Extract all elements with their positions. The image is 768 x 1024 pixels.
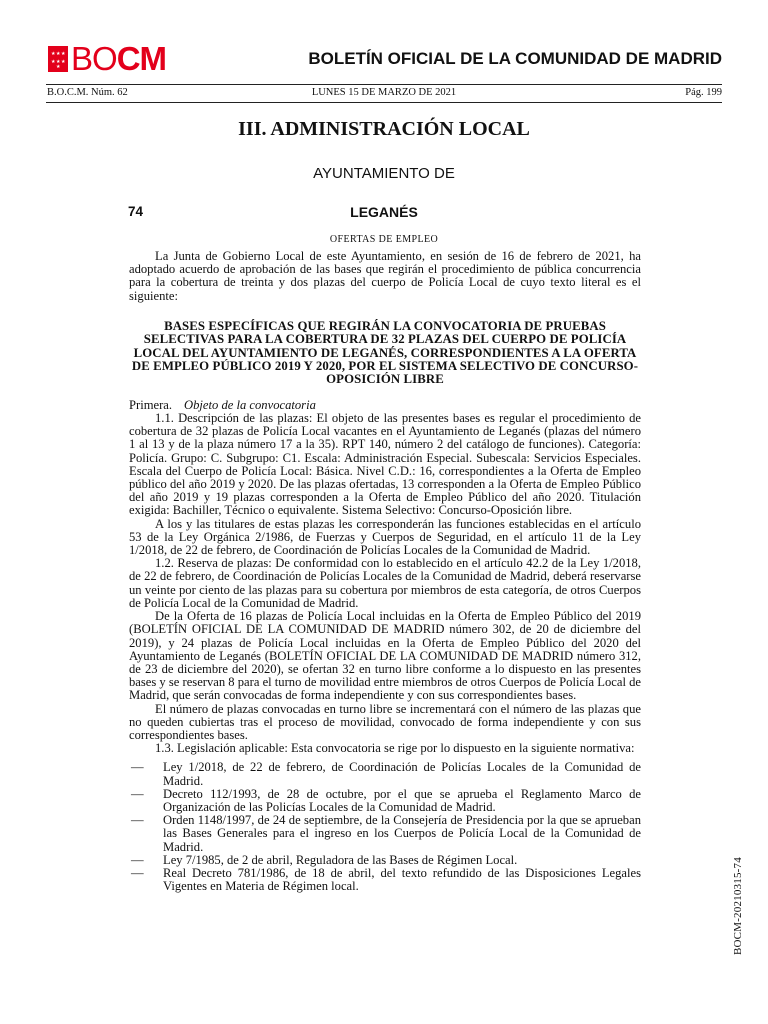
dash-marker: — — [131, 852, 144, 867]
paragraph-1-3: 1.3. Legislación aplicable: Esta convocatoria se rige por lo dispuesto en la siguiente normativa: — [155, 741, 635, 756]
dash-marker: — — [131, 813, 144, 828]
place-heading: LEGANÉS — [350, 204, 418, 220]
document-code: BOCM-20210315-74 — [732, 857, 744, 955]
madrid-flag-icon: ★ ★ ★ ★ ★ ★ ★ — [48, 46, 68, 72]
dash-marker: — — [131, 865, 144, 880]
header-rule-top — [46, 84, 722, 85]
bulletin-title: BOLETÍN OFICIAL DE LA COMUNIDAD DE MADRID — [308, 49, 722, 68]
paragraph-increase: El número de plazas convocadas en turno libre se incrementará con el número de las plazas que no queden cubiertas tras el proceso de movilidad, convocado de forma independiente y con sus correspondientes bases. — [129, 701, 641, 742]
list-item: — Ley 1/2018, de 22 de febrero, de Coordinación de Policías Locales de la Comunidad de Madrid. — [131, 760, 641, 788]
clause-label: Primera. — [129, 397, 173, 412]
paragraph-functions: A los y las titulares de estas plazas les corresponderán las funciones establecidas en el artículo 53 de la Ley Orgánica 2/1986, de Fuerzas y Cuerpos de Seguridad, en el artículo 11 de la Ley 1/2018, de 22 de febrero, de Coordinación de Policías Locales de la Comunidad de Madrid. — [129, 516, 641, 558]
logo-wordmark: BOCM — [71, 40, 167, 77]
announcement-number: 74 — [128, 204, 144, 219]
bocm-logo — [48, 40, 167, 77]
issue-number: B.O.C.M. Núm. 62 — [47, 87, 128, 98]
header-rule-bottom — [46, 102, 722, 103]
paragraph-offer: De la Oferta de 16 plazas de Policía Local incluidas en la Oferta de Empleo Público del 2019 (BOLETÍN OFICIAL DE LA COMUNIDAD DE MADRID número 302, de 20 de diciembre del 2019), y 24 plazas de Policía Local incluidas en la Oferta de Empleo Público del 2020 del Ayuntamiento de Leganés (BOLETÍN OFICIAL DE LA COMUNIDAD DE MADRID número 312, de 23 de diciembre del 2020), se ofertan 32 en turno libre conforme a lo dispuesto en las presentes bases y se reservan 8 para el turno de movilidad entre miembros de otros Cuerpos de Policía Local de Madrid, que serán convocadas de forma independiente y con sus correspondientes bases. — [129, 609, 641, 703]
intro-paragraph: La Junta de Gobierno Local de este Ayuntamiento, en sesión de 16 de febrero de 2021, ha adoptado acuerdo de aprobación de las bases que regirán el procedimiento de pública concurrencia para la cobertura de treinta y dos plazas del cuerpo de Policía Local de cuyo texto literal es el siguiente: — [129, 249, 641, 303]
organization-heading: AYUNTAMIENTO DE — [313, 165, 455, 182]
dash-marker: — — [131, 786, 144, 801]
legislation-list — [129, 761, 641, 893]
notice-type: OFERTAS DE EMPLEO — [329, 234, 439, 245]
list-item: — Orden 1148/1997, de 24 de septiembre, de la Consejería de Presidencia por la que se aprueban las Bases Generales para el ingreso en los Cuerpos de Policía Local de la Comunidad de Madrid. — [131, 813, 641, 854]
page-number: Pág. 199 — [685, 87, 722, 98]
list-item: — Ley 7/1985, de 2 de abril, Reguladora de las Bases de Régimen Local. — [131, 852, 518, 867]
section-title: III. ADMINISTRACIÓN LOCAL — [238, 118, 530, 140]
clause-title: Objeto de la convocatoria — [184, 397, 316, 412]
list-item: — Decreto 112/1993, de 28 de octubre, por el que se aprueba el Reglamento Marco de Organización de las Policías Locales de la Comunidad de Madrid. — [131, 786, 641, 814]
paragraph-1-1: 1.1. Descripción de las plazas: El objeto de las presentes bases es regular el procedimiento de cobertura de 32 plazas de Policía Local vacantes en el Ayuntamiento de Leganés (plazas del número 1 al 13 y de la plaza número 17 a la 35). RPT 140, número 2 del catálogo de funciones). Categoría: Policía. Grupo: C. Subgrupo: C1. Escala: Administración Especial. Subescala: Servicios Especiales. Escala del Cuerpo de Policía Local: Básica. Nivel C.D.: 16, correspondientes a la Oferta de Empleo público del año 2019 y 2020. De las plazas ofertadas, 13 corresponden a la Oferta de Empleo Público del año 2019 y 19 plazas corresponden a la Oferta de Empleo Público del año 2020. Titulación exigida: Bachiller, Técnico o equivalente. Sistema Selectivo: Concurso-Oposición libre. — [129, 411, 641, 518]
issue-date: LUNES 15 DE MARZO DE 2021 — [311, 87, 457, 98]
paragraph-1-2: 1.2. Reserva de plazas: De conformidad con lo establecido en el artículo 42.2 de la Ley 1/2018, de 22 de febrero, de Coordinación de Policías Locales de la Comunidad de Madrid, deberá reservarse un veinte por ciento de las plazas para su cobertura por miembros de esta categoría, de otros Cuerpos de Policía Local de la Comunidad de Madrid. — [129, 556, 641, 610]
list-item: — Real Decreto 781/1986, de 18 de abril, del texto refundido de las Disposiciones Legales Vigentes en Materia de Régimen local. — [131, 865, 641, 894]
dash-marker: — — [131, 760, 144, 775]
document-body — [129, 250, 641, 893]
bases-title: BASES ESPECÍFICAS QUE REGIRÁN LA CONVOCATORIA DE PRUEBAS SELECTIVAS PARA LA COBERTURA DE 32 PLAZAS DEL CUERPO DE POLICÍA LOCAL DEL AYUNTAMIENTO DE LEGANÉS, CORRESPONDIENTES A LA OFERTA DE EMPLEO PÚBLICO 2019 Y 2020, POR EL SISTEMA SELECTIVO DE CONCURSO-OPOSICIÓN LIBRE — [131, 318, 639, 387]
